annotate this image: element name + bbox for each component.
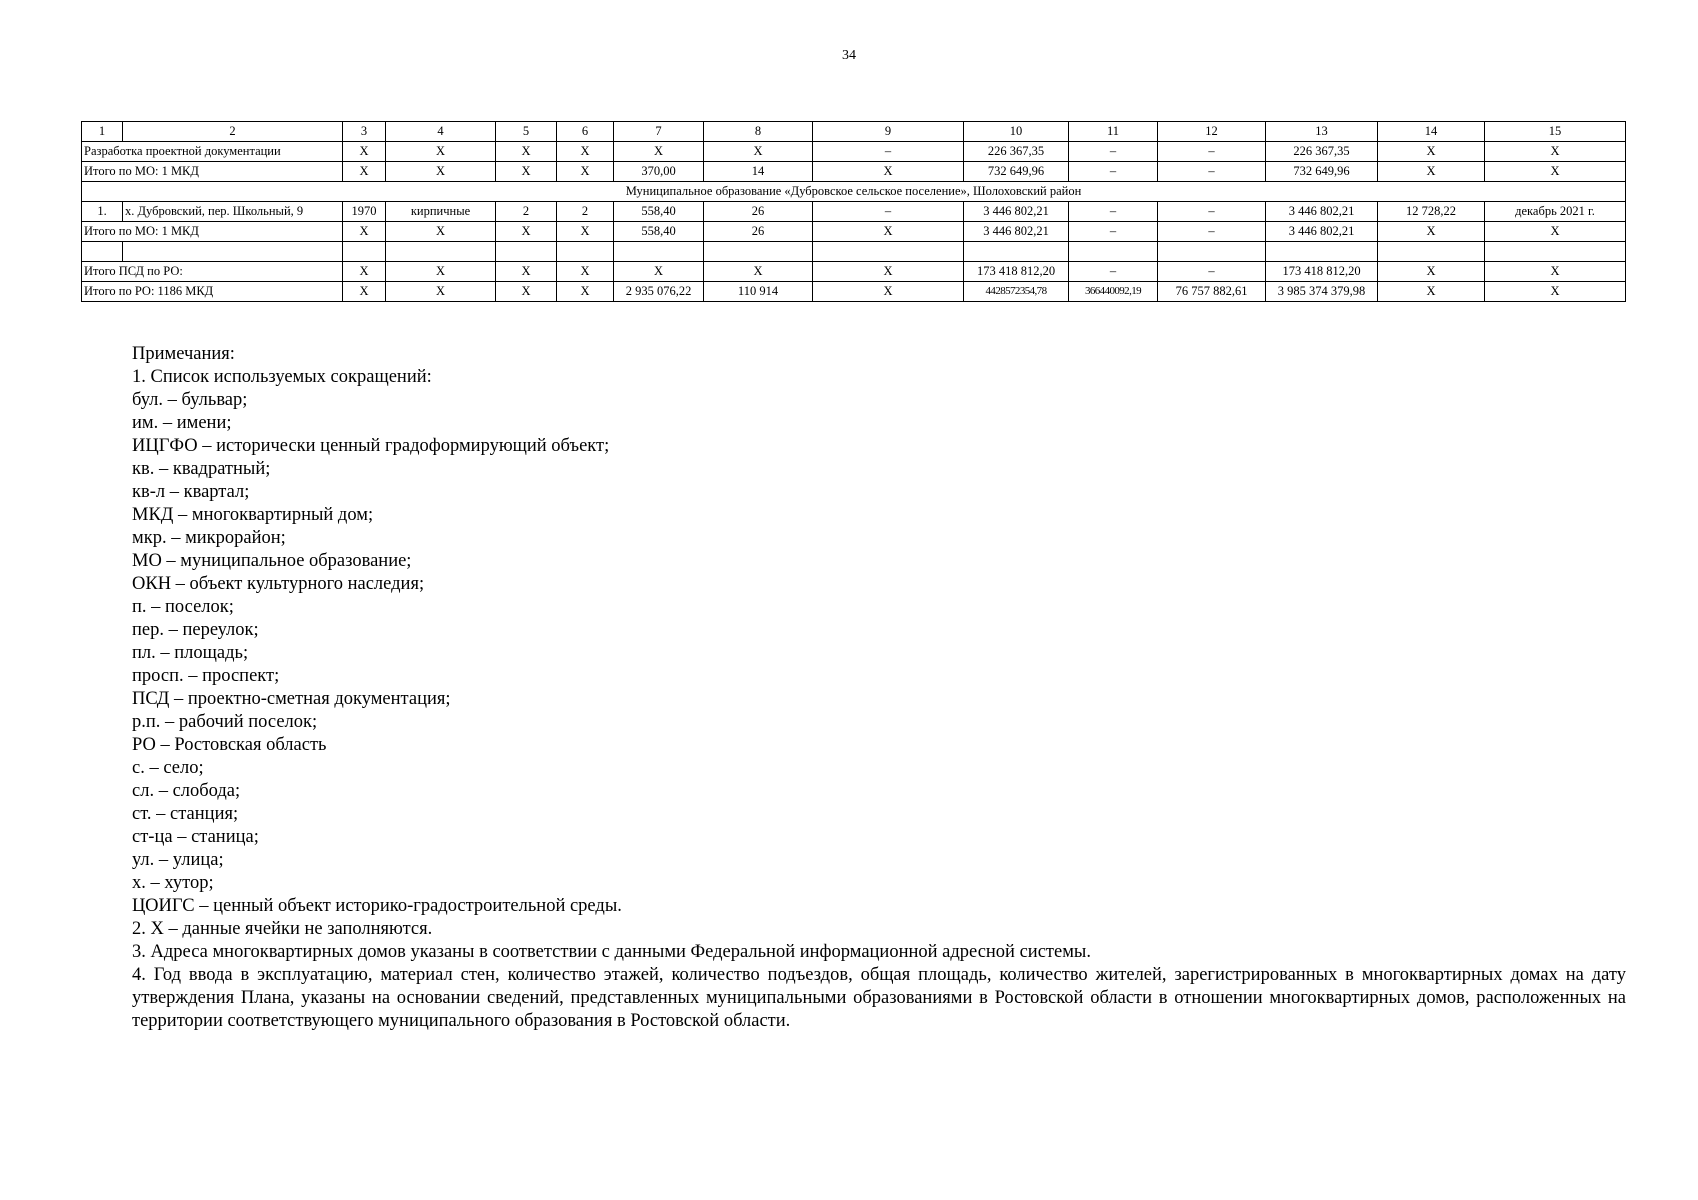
table-cell: 26 bbox=[704, 222, 813, 242]
table-cell: X bbox=[386, 282, 496, 302]
abbreviation-item: п. – поселок; bbox=[132, 597, 234, 617]
notes-section bbox=[132, 343, 1626, 1033]
row-label: Разработка проектной документации bbox=[82, 142, 343, 162]
header-cell: 8 bbox=[704, 122, 813, 142]
empty-cell bbox=[343, 242, 386, 262]
header-cell: 9 bbox=[813, 122, 964, 142]
abbreviation-item: пл. – площадь; bbox=[132, 643, 249, 663]
address-cell: х. Дубровский, пер. Школьный, 9 bbox=[123, 202, 343, 222]
section-title: Муниципальное образование «Дубровское сельское поселение», Шолоховский район bbox=[82, 182, 1626, 202]
table-cell: 226 367,35 bbox=[1266, 142, 1378, 162]
empty-cell bbox=[813, 242, 964, 262]
abbreviation-item: МКД – многоквартирный дом; bbox=[132, 505, 374, 525]
table-cell: X bbox=[1485, 282, 1626, 302]
abbreviation-item: ЦОИГС – ценный объект историко-градостроительной среды. bbox=[132, 896, 622, 916]
abbreviation-item: ул. – улица; bbox=[132, 850, 224, 870]
table-cell: 110 914 bbox=[704, 282, 813, 302]
abbreviation-item: пер. – переулок; bbox=[132, 620, 259, 640]
abbreviation-item: ИЦГФО – исторически ценный градоформирующий объект; bbox=[132, 436, 610, 456]
row-label: Итого по МО: 1 МКД bbox=[82, 162, 343, 182]
empty-cell bbox=[123, 242, 343, 262]
table-cell: – bbox=[1069, 222, 1158, 242]
table-cell: X bbox=[496, 222, 557, 242]
table-cell: – bbox=[1069, 142, 1158, 162]
table-cell: X bbox=[1378, 162, 1485, 182]
header-cell: 2 bbox=[123, 122, 343, 142]
table-cell: X bbox=[813, 282, 964, 302]
table-cell: 2 bbox=[496, 202, 557, 222]
abbreviation-item: бул. – бульвар; bbox=[132, 390, 248, 410]
table-cell: X bbox=[343, 262, 386, 282]
empty-cell bbox=[1069, 242, 1158, 262]
row-label: Итого по МО: 1 МКД bbox=[82, 222, 343, 242]
header-cell: 1 bbox=[82, 122, 123, 142]
table-cell: 366440092,19 bbox=[1069, 282, 1158, 302]
page-number: 34 bbox=[842, 48, 856, 63]
empty-cell bbox=[496, 242, 557, 262]
table-cell: – bbox=[1069, 202, 1158, 222]
table-cell: X bbox=[386, 142, 496, 162]
table-cell: X bbox=[386, 162, 496, 182]
table-cell: X bbox=[1485, 142, 1626, 162]
abbreviation-item: кв-л – квартал; bbox=[132, 482, 250, 502]
table-cell: 1. bbox=[82, 202, 123, 222]
table-cell: 3 985 374 379,98 bbox=[1266, 282, 1378, 302]
empty-cell bbox=[614, 242, 704, 262]
table-cell: 12 728,22 bbox=[1378, 202, 1485, 222]
note-2: 2. X – данные ячейки не заполняются. bbox=[132, 919, 433, 939]
table-cell: X bbox=[813, 222, 964, 242]
table-cell: – bbox=[1158, 162, 1266, 182]
table-cell: X bbox=[813, 162, 964, 182]
table-cell: 4428572354,78 bbox=[964, 282, 1069, 302]
table-cell: X bbox=[1485, 162, 1626, 182]
abbreviation-item: сл. – слобода; bbox=[132, 781, 241, 801]
abbreviation-item: ОКН – объект культурного наследия; bbox=[132, 574, 425, 594]
abbreviation-item: р.п. – рабочий поселок; bbox=[132, 712, 318, 732]
table-cell: – bbox=[1158, 222, 1266, 242]
table-cell: 3 446 802,21 bbox=[964, 222, 1069, 242]
note-4: 4. Год ввода в эксплуатацию, материал стен, количество этажей, количество подъездов, общая площадь, количество жителей, зарегистрированных в многоквартирных домах на дату утверждения Плана, указаны на основании сведений, представленных муниципальными образованиями в Ростовской области в отношении многоквартирных домов, расположенных на территории соответствующего муниципального образования в Ростовской области. bbox=[132, 965, 1626, 1031]
abbreviation-item: РО – Ростовская область bbox=[132, 735, 327, 755]
abbreviations-intro: 1. Список используемых сокращений: bbox=[132, 367, 432, 387]
table-cell: 732 649,96 bbox=[964, 162, 1069, 182]
table-cell: 14 bbox=[704, 162, 813, 182]
table-cell: X bbox=[1485, 262, 1626, 282]
table-empty-row bbox=[82, 242, 1626, 262]
empty-cell bbox=[1266, 242, 1378, 262]
empty-cell bbox=[1378, 242, 1485, 262]
table-row-mo-total bbox=[82, 222, 1626, 242]
table-cell: – bbox=[1158, 142, 1266, 162]
table-cell: – bbox=[1158, 202, 1266, 222]
table-cell: X bbox=[496, 162, 557, 182]
table-cell: X bbox=[1485, 222, 1626, 242]
table-cell: 1970 bbox=[343, 202, 386, 222]
table-cell: 2 bbox=[557, 202, 614, 222]
table-cell: 558,40 bbox=[614, 202, 704, 222]
table-cell: – bbox=[1069, 162, 1158, 182]
table-cell: 173 418 812,20 bbox=[1266, 262, 1378, 282]
table-cell: X bbox=[343, 222, 386, 242]
table-cell: X bbox=[1378, 142, 1485, 162]
table-header-row bbox=[82, 122, 1626, 142]
empty-cell bbox=[557, 242, 614, 262]
abbreviation-item: ст. – станция; bbox=[132, 804, 239, 824]
table-row-mo-total bbox=[82, 162, 1626, 182]
table-cell: X bbox=[557, 262, 614, 282]
table-cell: X bbox=[813, 262, 964, 282]
table-cell: X bbox=[557, 162, 614, 182]
table-cell: 3 446 802,21 bbox=[1266, 222, 1378, 242]
header-cell: 4 bbox=[386, 122, 496, 142]
table-row-item bbox=[82, 202, 1626, 222]
table-cell: – bbox=[813, 142, 964, 162]
table-cell: – bbox=[813, 202, 964, 222]
note-3: 3. Адреса многоквартирных домов указаны в соответствии с данными Федеральной информационной адресной системы. bbox=[132, 942, 1091, 962]
table-cell: X bbox=[704, 262, 813, 282]
table-cell: X bbox=[557, 222, 614, 242]
abbreviation-item: кв. – квадратный; bbox=[132, 459, 271, 479]
table-cell: X bbox=[557, 282, 614, 302]
table-cell: 26 bbox=[704, 202, 813, 222]
table-cell: X bbox=[704, 142, 813, 162]
table-cell: 558,40 bbox=[614, 222, 704, 242]
empty-cell bbox=[1158, 242, 1266, 262]
header-cell: 12 bbox=[1158, 122, 1266, 142]
table-cell: X bbox=[343, 162, 386, 182]
table-cell: X bbox=[343, 282, 386, 302]
table-cell: – bbox=[1069, 262, 1158, 282]
housing-plan-table bbox=[81, 121, 1626, 302]
table-cell: X bbox=[557, 142, 614, 162]
table-row-psd-total bbox=[82, 262, 1626, 282]
table-cell: X bbox=[1378, 282, 1485, 302]
row-label: Итого ПСД по РО: bbox=[82, 262, 343, 282]
header-cell: 11 bbox=[1069, 122, 1158, 142]
header-cell: 14 bbox=[1378, 122, 1485, 142]
empty-cell bbox=[386, 242, 496, 262]
abbreviation-item: с. – село; bbox=[132, 758, 204, 778]
empty-cell bbox=[704, 242, 813, 262]
abbreviation-item: ст-ца – станица; bbox=[132, 827, 259, 847]
table-cell: 3 446 802,21 bbox=[1266, 202, 1378, 222]
table-cell: декабрь 2021 г. bbox=[1485, 202, 1626, 222]
table-cell: 226 367,35 bbox=[964, 142, 1069, 162]
header-cell: 10 bbox=[964, 122, 1069, 142]
table-cell: – bbox=[1158, 262, 1266, 282]
header-cell: 15 bbox=[1485, 122, 1626, 142]
table-cell: 732 649,96 bbox=[1266, 162, 1378, 182]
table-cell: X bbox=[614, 142, 704, 162]
table-cell: 370,00 bbox=[614, 162, 704, 182]
row-label: Итого по РО: 1186 МКД bbox=[82, 282, 343, 302]
empty-cell bbox=[964, 242, 1069, 262]
notes-heading: Примечания: bbox=[132, 344, 235, 364]
abbreviation-item: х. – хутор; bbox=[132, 873, 214, 893]
table-cell: 76 757 882,61 bbox=[1158, 282, 1266, 302]
table-cell: 2 935 076,22 bbox=[614, 282, 704, 302]
empty-cell bbox=[1485, 242, 1626, 262]
abbreviation-item: им. – имени; bbox=[132, 413, 232, 433]
table-cell: 3 446 802,21 bbox=[964, 202, 1069, 222]
table-cell: X bbox=[1378, 222, 1485, 242]
abbreviation-item: МО – муниципальное образование; bbox=[132, 551, 412, 571]
abbreviation-item: мкр. – микрорайон; bbox=[132, 528, 286, 548]
header-cell: 7 bbox=[614, 122, 704, 142]
table-section-row bbox=[82, 182, 1626, 202]
table-cell: X bbox=[496, 262, 557, 282]
table-cell: X bbox=[496, 142, 557, 162]
table-cell: 173 418 812,20 bbox=[964, 262, 1069, 282]
table-cell: X bbox=[614, 262, 704, 282]
table-cell: X bbox=[496, 282, 557, 302]
header-cell: 5 bbox=[496, 122, 557, 142]
table-cell: X bbox=[1378, 262, 1485, 282]
header-cell: 6 bbox=[557, 122, 614, 142]
abbreviation-item: ПСД – проектно-сметная документация; bbox=[132, 689, 451, 709]
abbreviation-item: просп. – проспект; bbox=[132, 666, 280, 686]
table-row-design-docs bbox=[82, 142, 1626, 162]
table-cell: X bbox=[343, 142, 386, 162]
empty-cell bbox=[82, 242, 123, 262]
table-row-ro-total bbox=[82, 282, 1626, 302]
table-cell: X bbox=[386, 262, 496, 282]
header-cell: 3 bbox=[343, 122, 386, 142]
header-cell: 13 bbox=[1266, 122, 1378, 142]
table-cell: X bbox=[386, 222, 496, 242]
table-cell: кирпичные bbox=[386, 202, 496, 222]
